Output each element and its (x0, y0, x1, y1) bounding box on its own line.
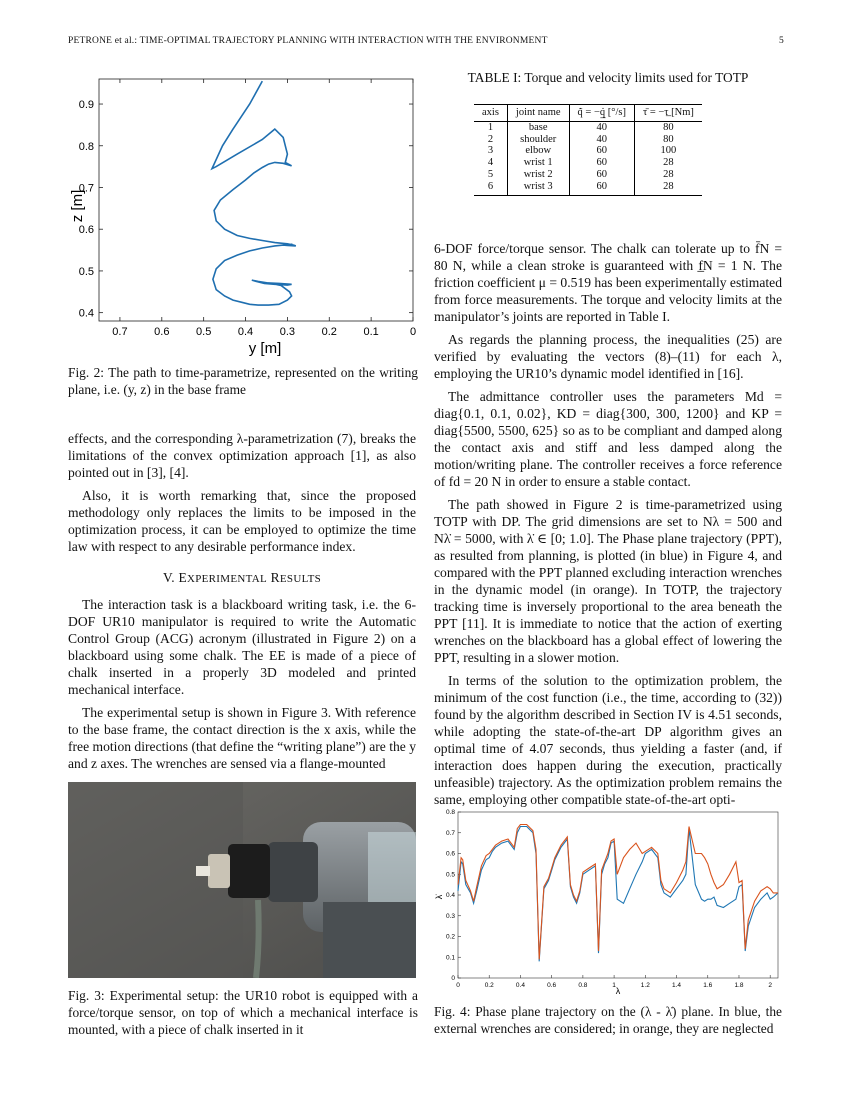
fig4-plot (434, 802, 784, 998)
table-header-velocity: q̄̇ = −q̲̇ [°/s] (569, 105, 634, 122)
fig2-caption: Fig. 2: The path to time-parametrize, represented on the writing plane, i.e. (y, z) in the base frame (68, 365, 418, 397)
right-paragraph-5: In terms of the solution to the optimization problem, the minimum of the cost function (i.e., the time, according to (32)) found by the algorithm described in Section IV is 4.51 seconds, while adopting the state-of-the-art DP algorithm gives an optimal time of 4.07 seconds, thus yielding a faster (and, if interaction does happen during the execution, practically unfeasible) trajectory. As the optimization problem remains the same, employing other compatible state-of-the-art opti- (434, 673, 782, 807)
section-heading (68, 569, 416, 588)
fig2-ylabel: z [m] (69, 189, 86, 223)
figure-4 (434, 802, 784, 998)
fig4-ytick-label: 0.6 (445, 850, 455, 858)
right-paragraph-2: As regards the planning process, the inequalities (25) are verified by evaluating the vectors (8)–(11) for each λ, employing the UR10’s dynamic model identified in [16]. (434, 332, 782, 381)
fig2-axes-box (99, 79, 413, 321)
fig4-xlabel: λ (615, 986, 621, 996)
section-number: V. (162, 570, 175, 585)
table-header-joint: joint name (507, 105, 569, 122)
fig4-ticks (446, 809, 772, 989)
fig4-ytick-label: 0 (451, 975, 455, 983)
fig4-xtick-label: 1.2 (640, 982, 650, 989)
fig2-xtick-label: 0.2 (321, 326, 337, 338)
left-paragraph-1: effects, and the corresponding λ-parametrization (7), breaks the limitations of the convex optimization approach [1], as also pointed out in [3], [4]. (68, 431, 416, 480)
fig2-ytick-label: 0.8 (78, 140, 94, 153)
fig4-xtick-label: 0.8 (578, 982, 588, 989)
fig2-path-line (212, 81, 296, 305)
fig4-xtick-label: 0.2 (484, 982, 494, 989)
fig4-ytick-label: 0.4 (445, 892, 455, 900)
fig4-ytick-label: 0.5 (445, 871, 455, 879)
table-row: 6 wrist 3 60 28 (474, 181, 702, 195)
fig2-xtick-label: 0.1 (363, 326, 379, 338)
fig4-axes-box (458, 812, 778, 978)
fig4-xtick-label: 0.6 (547, 982, 557, 989)
fig3-photo (68, 782, 416, 978)
right-paragraph-3: The admittance controller uses the parameters Md = diag{0.1, 0.1, 0.02}, KD = diag{300, 300, 1200} and KP = diag{5500, 5500, 625} so as to be compliant and damped along the contact axis and stiff and less damped along the motion/writing plane. The controller receives a force reference of fd = 20 N in order to ensure a stable contact. (434, 389, 782, 489)
running-title: PETRONE et al.: TIME-OPTIMAL TRAJECTORY PLANNING WITH INTERACTION WITH THE ENVIRONMENT (68, 36, 548, 46)
table-row: 2 shoulder 40 80 (474, 134, 702, 146)
table1-container (474, 104, 702, 196)
fig4-xtick-label: 1 (612, 982, 616, 989)
table-row: 5 wrist 2 60 28 (474, 169, 702, 181)
fig2-plot (60, 66, 425, 366)
right-paragraph-4: The path showed in Figure 2 is time-parametrized using TOTP with DP. The grid dimensions are set to Nλ = 500 and Nλ̇ = 5000, with λ̇ ∈ [0; 1.0]. The Phase plane trajectory (PPT), as resulted from planning, is plotted (in blue) in Figure 4, and compared with the PPT planned excluding interaction wrenches in the dynamic model (in orange). In TOTP, the trajectory tracking time is inversely proportional to the area beneath the PPT [11]. It is immediate to notice that the action of exerting wrenches on the blackboard has a global effect of lowering the PPT, resulting in a slower motion. (434, 497, 782, 665)
page-number: 5 (779, 36, 784, 46)
fig2-ytick-label: 0.9 (78, 99, 94, 112)
fig2-ytick-label: 0.6 (78, 224, 94, 237)
left-paragraph-2: Also, it is worth remarking that, since the proposed methodology only replaces the limits to be imposed in the optimization process, it can be employed to optimize the time law with respect to any desirable performance index. (68, 488, 416, 554)
fig2-xlabel: y [m] (248, 340, 282, 357)
fig4-ytick-label: 0.8 (445, 809, 455, 817)
fig2-xtick-label: 0.5 (196, 326, 212, 338)
left-paragraph-4: The experimental setup is shown in Figure 3. With reference to the base frame, the contact direction is the x axis, while the free motion directions (that define the “writing plane”) are the y and z axes. The wrenches are sensed via a flange-mounted (68, 705, 417, 771)
table-row: 1 base 40 80 (474, 121, 702, 133)
fig2-ytick-label: 0.5 (78, 265, 94, 278)
robot-setup-image (68, 782, 416, 978)
table-row: 4 wrist 1 60 28 (474, 157, 702, 169)
fig4-caption: Fig. 4: Phase plane trajectory on the (λ - λ̇) plane. In blue, the external wrenches are considered; in orange, they are neglected (434, 1004, 782, 1036)
section-title-esults: ESULTS (279, 573, 322, 585)
fig4-ytick-label: 0.1 (445, 954, 455, 962)
fig4-xtick-label: 1.8 (734, 982, 744, 989)
fig4-series-blue (458, 827, 778, 962)
fig2-ytick-label: 0.7 (78, 182, 94, 195)
fig4-ylabel: λ̇ (434, 894, 444, 900)
fig2-xtick-label: 0.7 (112, 326, 128, 338)
fig4-ytick-label: 0.7 (445, 829, 455, 837)
section-title-r: R (270, 570, 280, 585)
fig4-series-orange (458, 825, 778, 960)
fig4-xtick-label: 1.6 (703, 982, 713, 989)
fig2-xtick-label: 0.4 (237, 326, 254, 338)
fig3-caption: Fig. 3: Experimental setup: the UR10 robot is equipped with a force/torque sensor, on top of which a mechanical interface is mounted, with a piece of chalk inserted in it (68, 988, 418, 1037)
fig2-xtick-label: 0.6 (154, 326, 170, 338)
table-header-torque: τ̄ = −τ̲ [Nm] (634, 105, 701, 122)
right-column-text (434, 240, 783, 817)
fig4-ytick-label: 0.3 (445, 912, 455, 920)
fig2-xtick-label: 0 (409, 326, 417, 338)
fig4-xtick-label: 2 (768, 982, 773, 989)
figure-2 (60, 66, 425, 366)
fig4-xtick-label: 1.4 (672, 982, 682, 989)
left-paragraph-3: The interaction task is a blackboard writing task, i.e. the 6-DOF UR10 manipulator is required to write the Automatic Control Group (ACG) acronym (illustrated in Figure 2) on a blackboard using some chalk. The EE is made of a piece of chalk inserted in a properly 3D modeled and printed mechanical interface. (68, 597, 416, 697)
table-header-axis: axis (474, 105, 507, 122)
fig4-xtick-label: 0.4 (515, 982, 525, 989)
limits-table (474, 104, 702, 196)
right-paragraph-1: 6-DOF force/torque sensor. The chalk can tolerate up to f̄N = 80 N, while a clean stroke is guaranteed with f̲N = 1 N. The friction coefficient μ = 0.519 has been experimentally estimated from force measurements. The torque and velocity limits at the manipulator’s joints are reported in Table I. (434, 241, 783, 324)
fig2-xtick-label: 0.3 (279, 326, 296, 338)
section-title-e: E (178, 570, 187, 585)
table1-title: TABLE I: Torque and velocity limits used for TOTP (467, 70, 749, 85)
running-header (68, 36, 784, 46)
table-row: 3 elbow 60 100 (474, 145, 702, 157)
fig2-ytick-label: 0.4 (78, 307, 94, 320)
fig4-xtick-label: 0 (456, 982, 460, 989)
left-column-text (68, 430, 416, 778)
fig4-ytick-label: 0.2 (445, 933, 455, 941)
section-title-xperimental: XPERIMENTAL (186, 573, 268, 585)
fig2-ticks (79, 79, 416, 338)
